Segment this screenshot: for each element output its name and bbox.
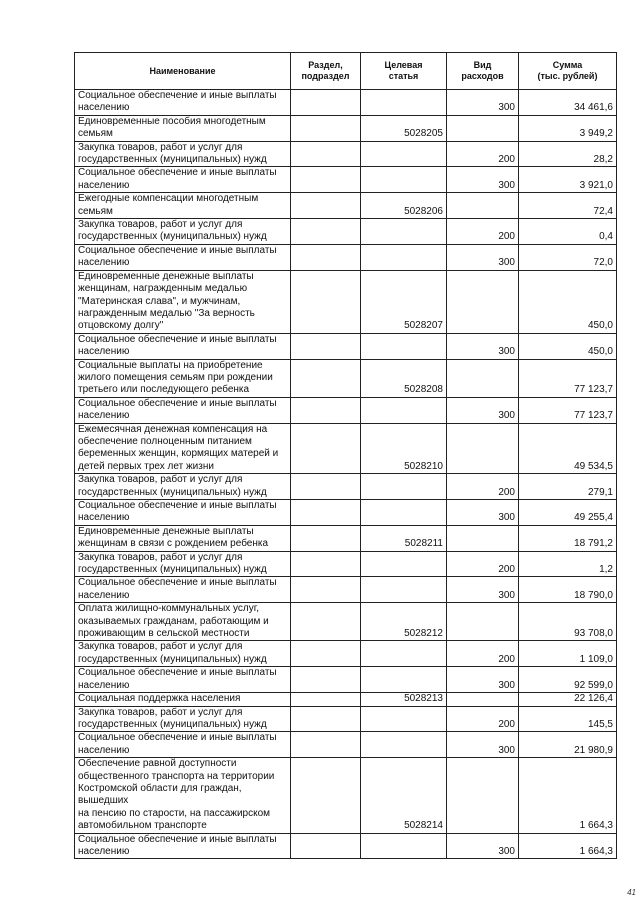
cell-type: 200 [447, 551, 519, 577]
cell-name: Социальное обеспечение и иные выплаты населению [75, 732, 291, 758]
cell-type [447, 758, 519, 833]
table-row [75, 474, 617, 500]
cell-type [447, 693, 519, 706]
cell-section [291, 423, 361, 474]
cell-type: 300 [447, 167, 519, 193]
cell-section [291, 758, 361, 833]
cell-section [291, 500, 361, 526]
table-row [75, 551, 617, 577]
cell-sum: 49 255,4 [519, 500, 617, 526]
cell-target: 5028212 [361, 603, 447, 641]
cell-type: 200 [447, 219, 519, 245]
cell-name: Закупка товаров, работ и услуг для государственных (муниципальных) нужд [75, 706, 291, 732]
cell-target: 5028208 [361, 359, 447, 397]
cell-sum: 0,4 [519, 219, 617, 245]
cell-sum: 22 126,4 [519, 693, 617, 706]
cell-name: Социальное обеспечение и иные выплаты населению [75, 500, 291, 526]
cell-type: 200 [447, 474, 519, 500]
table-row [75, 167, 617, 193]
cell-name: Закупка товаров, работ и услуг для государственных (муниципальных) нужд [75, 141, 291, 167]
cell-target [361, 474, 447, 500]
table-row [75, 270, 617, 333]
cell-sum: 34 461,6 [519, 90, 617, 116]
cell-sum: 450,0 [519, 333, 617, 359]
cell-section [291, 706, 361, 732]
cell-name: Единовременные денежные выплаты женщинам в связи с рождением ребенка [75, 525, 291, 551]
cell-sum: 18 790,0 [519, 577, 617, 603]
cell-target [361, 732, 447, 758]
cell-section [291, 833, 361, 859]
cell-section [291, 474, 361, 500]
cell-type [447, 603, 519, 641]
cell-type: 300 [447, 397, 519, 423]
cell-section [291, 333, 361, 359]
table-row [75, 219, 617, 245]
cell-section [291, 551, 361, 577]
cell-type: 200 [447, 641, 519, 667]
table-row [75, 693, 617, 706]
cell-sum: 1 109,0 [519, 641, 617, 667]
cell-target [361, 641, 447, 667]
cell-name: Закупка товаров, работ и услуг для государственных (муниципальных) нужд [75, 641, 291, 667]
cell-target [361, 141, 447, 167]
cell-target: 5028207 [361, 270, 447, 333]
cell-type: 300 [447, 90, 519, 116]
cell-name: Социальное обеспечение и иные выплаты населению [75, 667, 291, 693]
table-body [75, 90, 617, 859]
cell-target: 5028206 [361, 193, 447, 219]
header-section: Раздел, подраздел [291, 53, 361, 90]
cell-target: 5028211 [361, 525, 447, 551]
cell-sum: 72,4 [519, 193, 617, 219]
table-header [75, 53, 617, 90]
cell-name: Социальное обеспечение и иные выплаты населению [75, 90, 291, 116]
table-row [75, 359, 617, 397]
table-row [75, 115, 617, 141]
table-row [75, 193, 617, 219]
cell-sum: 1 664,3 [519, 833, 617, 859]
cell-type [447, 115, 519, 141]
cell-name: Закупка товаров, работ и услуг для государственных (муниципальных) нужд [75, 551, 291, 577]
cell-name: Закупка товаров, работ и услуг для государственных (муниципальных) нужд [75, 474, 291, 500]
cell-type: 300 [447, 577, 519, 603]
cell-sum: 3 949,2 [519, 115, 617, 141]
table-row [75, 141, 617, 167]
table-row [75, 397, 617, 423]
cell-name: Единовременные денежные выплаты женщинам, награжденным медалью "Материнская слава", и мужчинам, награжденным медалью "За верность отцовскому долгу" [75, 270, 291, 333]
cell-name: Ежемесячная денежная компенсация на обеспечение полноценным питанием берeменных женщин, кормящих матерей и детей первых трех лет жизни [75, 423, 291, 474]
page-corner-mark: 41 [627, 888, 636, 897]
header-sum: Сумма (тыс. рублей) [519, 53, 617, 90]
cell-section [291, 270, 361, 333]
table-row [75, 603, 617, 641]
cell-sum: 93 708,0 [519, 603, 617, 641]
cell-section [291, 90, 361, 116]
cell-sum: 450,0 [519, 270, 617, 333]
cell-type: 300 [447, 667, 519, 693]
cell-sum: 18 791,2 [519, 525, 617, 551]
cell-section [291, 219, 361, 245]
cell-type [447, 525, 519, 551]
cell-target: 5028214 [361, 758, 447, 833]
table-row [75, 667, 617, 693]
cell-section [291, 525, 361, 551]
cell-name: Социальная поддержка населения [75, 693, 291, 706]
budget-table [74, 52, 617, 859]
cell-section [291, 115, 361, 141]
cell-section [291, 603, 361, 641]
cell-type: 300 [447, 732, 519, 758]
cell-target: 5028205 [361, 115, 447, 141]
cell-section [291, 667, 361, 693]
cell-type [447, 359, 519, 397]
cell-target [361, 244, 447, 270]
cell-section [291, 244, 361, 270]
cell-sum: 3 921,0 [519, 167, 617, 193]
cell-name: Социальное обеспечение и иные выплаты населению [75, 244, 291, 270]
cell-target [361, 167, 447, 193]
table-row [75, 732, 617, 758]
cell-sum: 92 599,0 [519, 667, 617, 693]
cell-name: Социальное обеспечение и иные выплаты населению [75, 397, 291, 423]
table-row [75, 333, 617, 359]
cell-sum: 1,2 [519, 551, 617, 577]
cell-sum: 145,5 [519, 706, 617, 732]
table-row [75, 706, 617, 732]
cell-type: 200 [447, 141, 519, 167]
cell-section [291, 359, 361, 397]
cell-sum: 77 123,7 [519, 397, 617, 423]
cell-section [291, 641, 361, 667]
cell-section [291, 577, 361, 603]
cell-type [447, 193, 519, 219]
cell-type: 300 [447, 244, 519, 270]
table-row [75, 244, 617, 270]
cell-target [361, 397, 447, 423]
cell-type: 300 [447, 833, 519, 859]
cell-target [361, 90, 447, 116]
header-target: Целевая статья [361, 53, 447, 90]
cell-sum: 77 123,7 [519, 359, 617, 397]
cell-sum: 21 980,9 [519, 732, 617, 758]
header-type: Вид расходов [447, 53, 519, 90]
cell-target [361, 551, 447, 577]
header-row [75, 53, 617, 90]
cell-name: Социальное обеспечение и иные выплаты населению [75, 333, 291, 359]
cell-name: Оплата жилищно-коммунальных услуг, оказываемых гражданам, работающим и проживающим в сельской местности [75, 603, 291, 641]
cell-target [361, 219, 447, 245]
cell-section [291, 397, 361, 423]
cell-section [291, 693, 361, 706]
cell-section [291, 167, 361, 193]
cell-type: 200 [447, 706, 519, 732]
table-row [75, 577, 617, 603]
cell-name: Социальное обеспечение и иные выплаты населению [75, 833, 291, 859]
cell-sum: 72,0 [519, 244, 617, 270]
table-row [75, 641, 617, 667]
cell-name: Социальное обеспечение и иные выплаты населению [75, 577, 291, 603]
table-row [75, 423, 617, 474]
cell-target [361, 500, 447, 526]
table-row [75, 500, 617, 526]
cell-name: Социальное обеспечение и иные выплаты населению [75, 167, 291, 193]
cell-sum: 49 534,5 [519, 423, 617, 474]
cell-type [447, 423, 519, 474]
cell-sum: 28,2 [519, 141, 617, 167]
header-name: Наименование [75, 53, 291, 90]
cell-section [291, 141, 361, 167]
cell-sum: 279,1 [519, 474, 617, 500]
table-row [75, 90, 617, 116]
cell-type: 300 [447, 333, 519, 359]
cell-name: Единовременные пособия многодетным семьям [75, 115, 291, 141]
cell-target [361, 333, 447, 359]
cell-type [447, 270, 519, 333]
cell-section [291, 732, 361, 758]
cell-type: 300 [447, 500, 519, 526]
cell-target: 5028213 [361, 693, 447, 706]
cell-target [361, 833, 447, 859]
cell-target [361, 706, 447, 732]
table-row [75, 833, 617, 859]
cell-section [291, 193, 361, 219]
table-row [75, 758, 617, 833]
cell-name: Закупка товаров, работ и услуг для государственных (муниципальных) нужд [75, 219, 291, 245]
cell-name: Социальные выплаты на приобретение жилого помещения семьям при рождении третьего или последующего ребенка [75, 359, 291, 397]
cell-target: 5028210 [361, 423, 447, 474]
table-row [75, 525, 617, 551]
cell-name: Ежегодные компенсации многодетным семьям [75, 193, 291, 219]
cell-sum: 1 664,3 [519, 758, 617, 833]
cell-name: Обеспечение равной доступности общественного транспорта на территории Костромской области для граждан, вышедших на пенсию по старости, на пассажирском автомобильном транспорте [75, 758, 291, 833]
cell-target [361, 577, 447, 603]
cell-target [361, 667, 447, 693]
